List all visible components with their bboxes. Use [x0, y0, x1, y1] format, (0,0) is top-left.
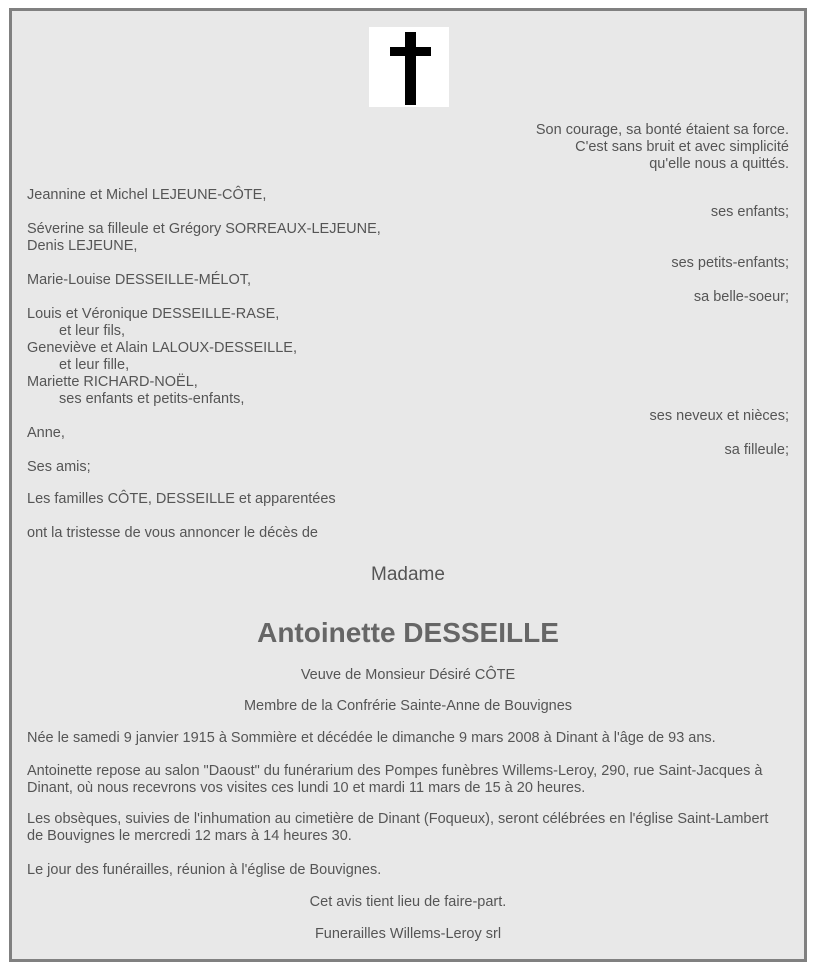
rest-line-2: Dinant, où nous recevrons vos visites ces lundi 10 et mardi 11 mars de 15 à 20 heures. [27, 780, 586, 796]
goddaughter: Anne, [27, 425, 65, 441]
children-names: Jeannine et Michel LEJEUNE-CÔTE, [27, 187, 267, 203]
grandchild-2: Denis LEJEUNE, [27, 238, 138, 254]
nephew-3-sub: ses enfants et petits-enfants, [59, 391, 245, 407]
nephew-2: Geneviève et Alain LALOUX-DESSEILLE, [27, 340, 298, 356]
title-madame: Madame [371, 564, 445, 585]
sister-in-law-label: sa belle-soeur; [693, 289, 789, 305]
undertaker-name: Funerailles Willems-Leroy srl [314, 926, 502, 942]
sister-in-law: Marie-Louise DESSEILLE-MÉLOT, [27, 272, 252, 288]
nephew-3: Mariette RICHARD-NOËL, [27, 374, 198, 390]
widow-of: Veuve de Monsieur Désiré CÔTE [300, 667, 516, 683]
rest-line-1: Antoinette repose au salon "Daoust" du funérarium des Pompes funèbres Willems-Leroy, 290, rue Saint-Jacques à [27, 763, 763, 779]
grandchildren-label: ses petits-enfants; [671, 255, 789, 271]
nephew-1-sub: et leur fils, [59, 323, 126, 339]
obituary-card [9, 8, 807, 962]
funeral-line-2: de Bouvignes le mercredi 12 mars à 14 heures 30. [27, 828, 352, 844]
nephew-2-sub: et leur fille, [59, 357, 130, 373]
friends: Ses amis; [27, 459, 91, 475]
announce-text: ont la tristesse de vous annoncer le décès de [27, 525, 318, 541]
grandchild-1: Séverine sa filleule et Grégory SORREAUX-LEJEUNE, [27, 221, 381, 237]
children-label: ses enfants; [710, 204, 789, 220]
families: Les familles CÔTE, DESSEILLE et apparentées [27, 491, 336, 507]
nephew-1: Louis et Véronique DESSEILLE-RASE, [27, 306, 280, 322]
cross-icon [369, 27, 449, 107]
notice-text: Cet avis tient lieu de faire-part. [309, 894, 507, 910]
poem-line-1: Son courage, sa bonté étaient sa force. [535, 122, 789, 138]
poem-line-2: C'est sans bruit et avec simplicité [575, 139, 789, 155]
nephews-label: ses neveux et nièces; [649, 408, 789, 424]
poem-line-3: qu'elle nous a quittés. [649, 156, 789, 172]
birth-death: Née le samedi 9 janvier 1915 à Sommière et décédée le dimanche 9 mars 2008 à Dinant à l'âge de 93 ans. [27, 730, 716, 746]
meeting-text: Le jour des funérailles, réunion à l'église de Bouvignes. [27, 862, 382, 878]
goddaughter-label: sa filleule; [724, 442, 789, 458]
deceased-name: Antoinette DESSEILLE [257, 617, 559, 648]
funeral-line-1: Les obsèques, suivies de l'inhumation au cimetière de Dinant (Foqueux), seront célébrées en l'église Saint-Lambert [27, 811, 769, 827]
member-of: Membre de la Confrérie Sainte-Anne de Bouvignes [243, 698, 573, 714]
